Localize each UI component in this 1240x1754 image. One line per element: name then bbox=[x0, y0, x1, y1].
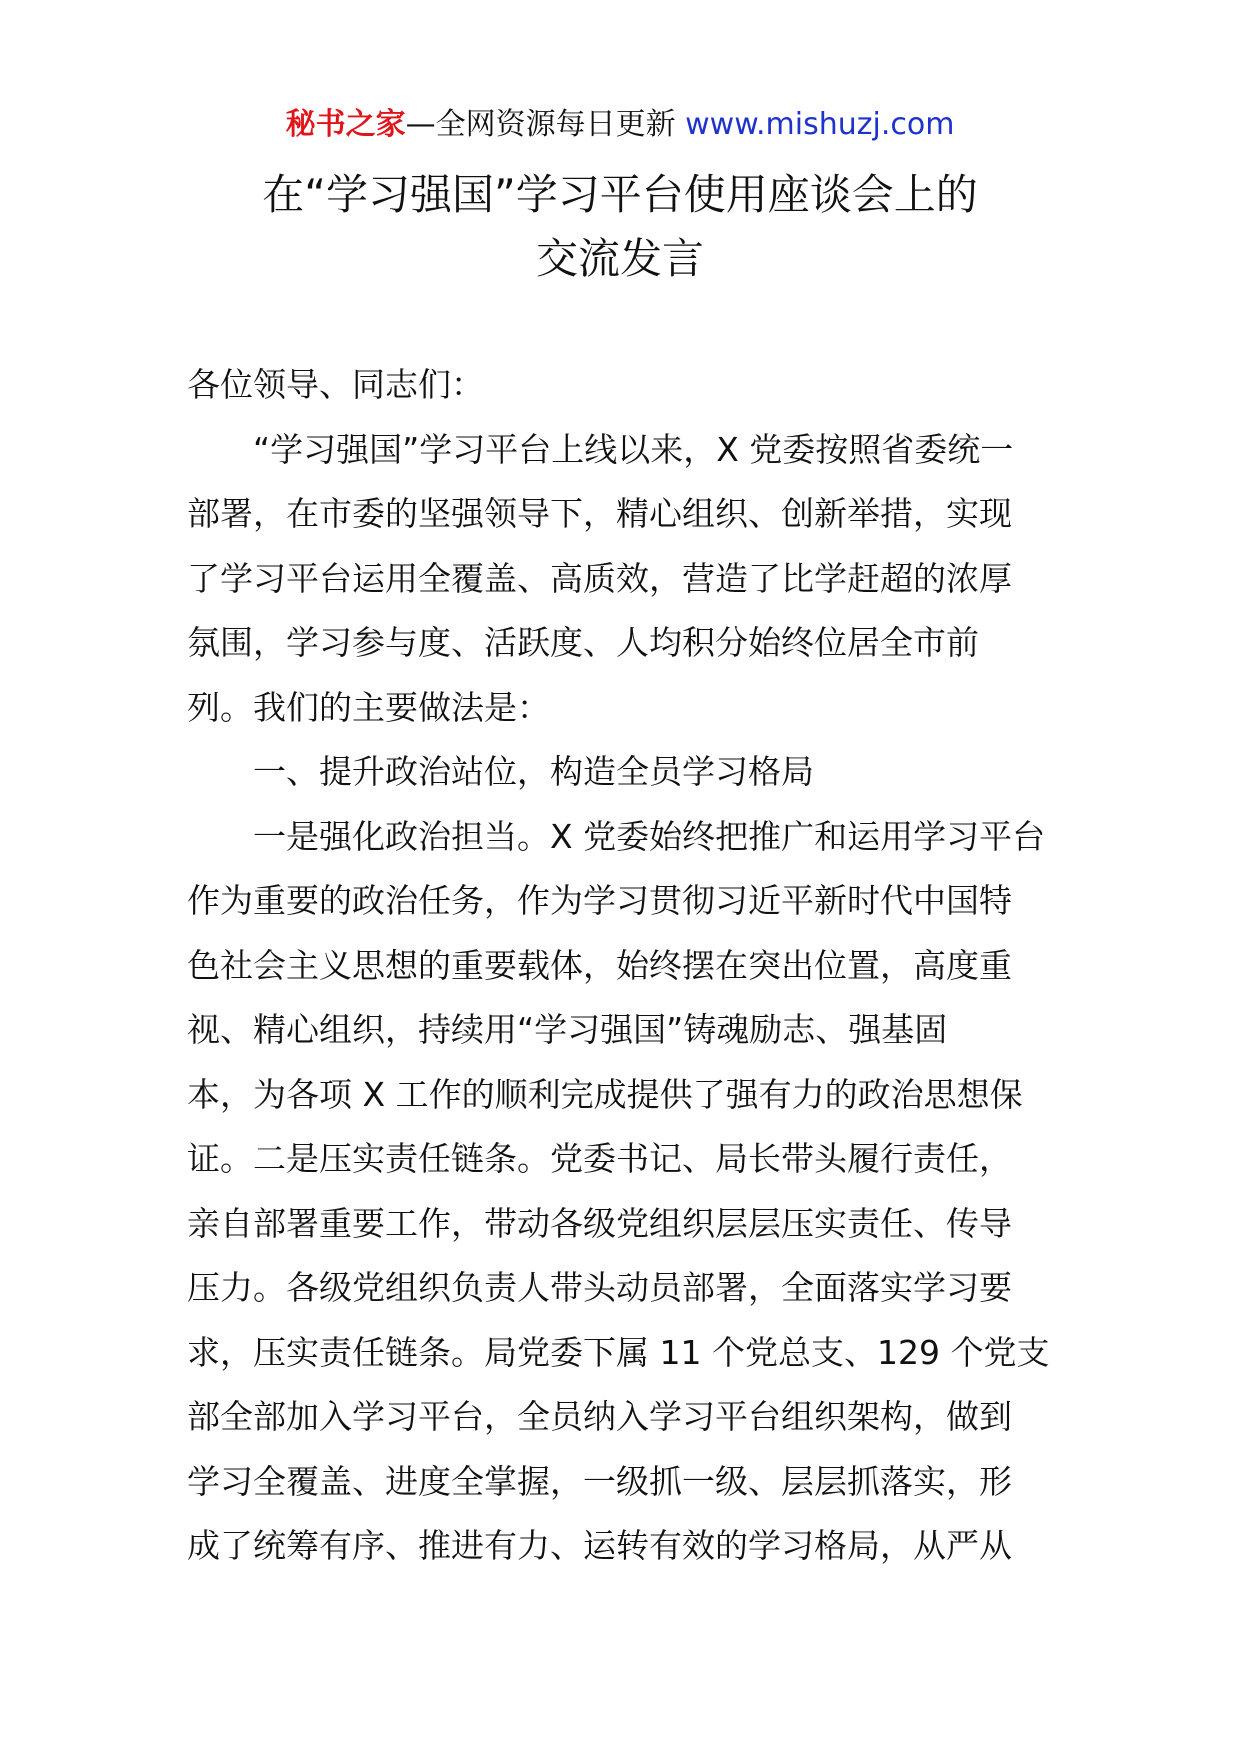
body-line: 本，为各项 X 工作的顺利完成提供了强有力的政治思想保 bbox=[187, 1074, 1023, 1114]
body-line: 亲自部署重要工作，带动各级党组织层层压实责任、传导 bbox=[187, 1203, 1012, 1243]
body-line: 成了统筹有序、推进有力、运转有效的学习格局，从严从 bbox=[187, 1526, 1012, 1565]
body-line: 部署，在市委的坚强领导下，精心组织、创新举措，实现 bbox=[187, 494, 1012, 533]
body-line: 学习全覆盖、进度全掌握，一级抓一级、层层抓落实，形 bbox=[187, 1461, 1012, 1501]
body-line: 证。二是压实责任链条。党委书记、局长带头履行责任， bbox=[187, 1139, 1012, 1178]
body-line: 列。我们的主要做法是： bbox=[187, 687, 550, 727]
watermark-header bbox=[0, 103, 1240, 147]
salutation: 各位领导、同志们： bbox=[187, 365, 484, 404]
body-line: 求，压实责任链条。局党委下属 11 个党总支、129 个党支 bbox=[187, 1332, 1050, 1372]
body-line: 氛围，学习参与度、活跃度、人均积分始终位居全市前 bbox=[187, 623, 979, 662]
title-line-1: 在“学习强国”学习平台使用座谈会上的 bbox=[262, 170, 978, 219]
body-line: “学习强国”学习平台上线以来，X 党委按照省委统一 bbox=[253, 429, 1014, 469]
title-line-2: 交流发言 bbox=[535, 234, 704, 283]
body-line: 了学习平台运用全覆盖、高质效，营造了比学赶超的浓厚 bbox=[187, 558, 1012, 598]
section-heading: 一、提升政治站位，构造全员学习格局 bbox=[253, 752, 814, 791]
body-line: 作为重要的政治任务，作为学习贯彻习近平新时代中国特 bbox=[187, 881, 1012, 920]
body-line: 部全部加入学习平台，全员纳入学习平台组织架构，做到 bbox=[187, 1397, 1012, 1436]
body-line: 一是强化政治担当。X 党委始终把推广和运用学习平台 bbox=[253, 816, 1046, 856]
header-slogan: —全网资源每日更新 bbox=[405, 107, 686, 142]
document-title bbox=[0, 163, 1240, 291]
body-line: 压力。各级党组织负责人带头动员部署，全面落实学习要 bbox=[187, 1268, 1012, 1307]
body-line: 色社会主义思想的重要载体，始终摆在突出位置，高度重 bbox=[187, 945, 1012, 985]
site-url[interactable]: www.mishuzj.com bbox=[685, 107, 955, 142]
document-body bbox=[187, 353, 1057, 1579]
brand-name: 秘书之家 bbox=[285, 107, 406, 142]
body-line: 视、精心组织，持续用“学习强国”铸魂励志、强基固 bbox=[187, 1010, 948, 1049]
